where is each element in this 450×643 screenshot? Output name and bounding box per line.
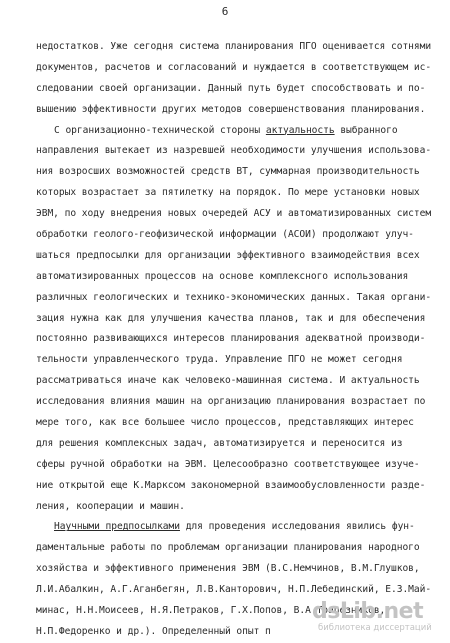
text-segment: С организационно-технической стороны (54, 124, 266, 136)
text-segment: выбранного (334, 124, 398, 136)
text-line: автоматизированных процессов на основе комплексного использования (36, 270, 409, 282)
text-line: минас, Н.Н.Моисеев, Н.Я.Петраков, Г.Х.Попов, В.А.Трапезников, (36, 605, 386, 617)
text-line: документов, расчетов и согласований и нуждается в соответствующем ис- (36, 61, 432, 73)
document-body (36, 37, 436, 643)
text-line: ЭВМ, по ходу внедрения новых очередей АСУ и автоматизированных систем (36, 208, 432, 220)
text-line: которых возрастает за пятилетку на порядок. По мере установки новых (36, 187, 420, 199)
text-line: вышению эффективности других методов совершенствования планирования. (36, 103, 426, 115)
text-line: ления, кооперации и машин. (36, 500, 185, 512)
text-line: тельности управленческого труда. Управление ПГО не может сегодня (36, 354, 403, 366)
text-line: рассматриваться иначе как человеко-машинная система. И актуальность (36, 375, 420, 387)
text-line: направления вытекает из назревшей необходимости улучшения использова- (36, 145, 432, 157)
text-line: хозяйства и эффективного применения ЭВМ (В.С.Немчинов, В.М.Глушков, (36, 563, 420, 575)
text-line: шаться предпосылки для организации эффективного взаимодействия всех (36, 249, 420, 261)
text-line: сферы ручной обработки на ЭВМ. Целесообразно соответствующее изуче- (36, 458, 420, 470)
underlined-term: актуальность (265, 124, 335, 136)
watermark-logo (312, 599, 442, 633)
text-line: недостатков. Уже сегодня система планирования ПГО оценивается сотнями (36, 41, 432, 52)
text-line: Л.И.Абалкин, А.Г.Аганбегян, Л.В.Канторович, Н.П.Лебединский, Е.З.Май- (36, 584, 432, 596)
text-line: исследования влияния машин на организацию планирования возрастает по (36, 396, 426, 408)
underlined-term: Научными предпосылками (54, 521, 180, 533)
text-line: даментальные работы по проблемам организации планирования народного (36, 542, 420, 554)
text-line: ния возросших возможностей средств ВТ, суммарная производительность (36, 166, 420, 178)
text-line: ние открытой еще К.Марксом закономерной взаимообусловленности разде- (36, 479, 426, 491)
text-line (36, 121, 436, 142)
text-line: Н.П.Федоренко и др.). Определенный опыт п (36, 625, 271, 637)
text-line (36, 517, 436, 538)
text-line: следовании своей организации. Данный путь будет способствовать и по- (36, 82, 426, 94)
text-line: зация нужна как для улучшения качества планов, так и для обеспечения (36, 312, 426, 324)
text-segment: для проведения исследования явились фун- (179, 521, 415, 533)
watermark-logo-text: dsLib.net (312, 599, 424, 624)
text-line: для решения комплексных задач, автоматизируется и переносится из (36, 437, 403, 449)
text-line: мере того, как все большее число процессов, представляющих интерес (36, 417, 414, 429)
text-line: постоянно развивающихся интересов планирования адекватной производи- (36, 333, 426, 345)
text-line: различных геологических и технико-экономических данных. Такая органи- (36, 291, 432, 303)
text-line: обработки геолого-геофизической информации (АСОИ) продолжают улуч- (36, 229, 414, 241)
watermark-subtitle: библиотека диссертаций (318, 623, 432, 633)
page-number: 6 (221, 5, 229, 18)
